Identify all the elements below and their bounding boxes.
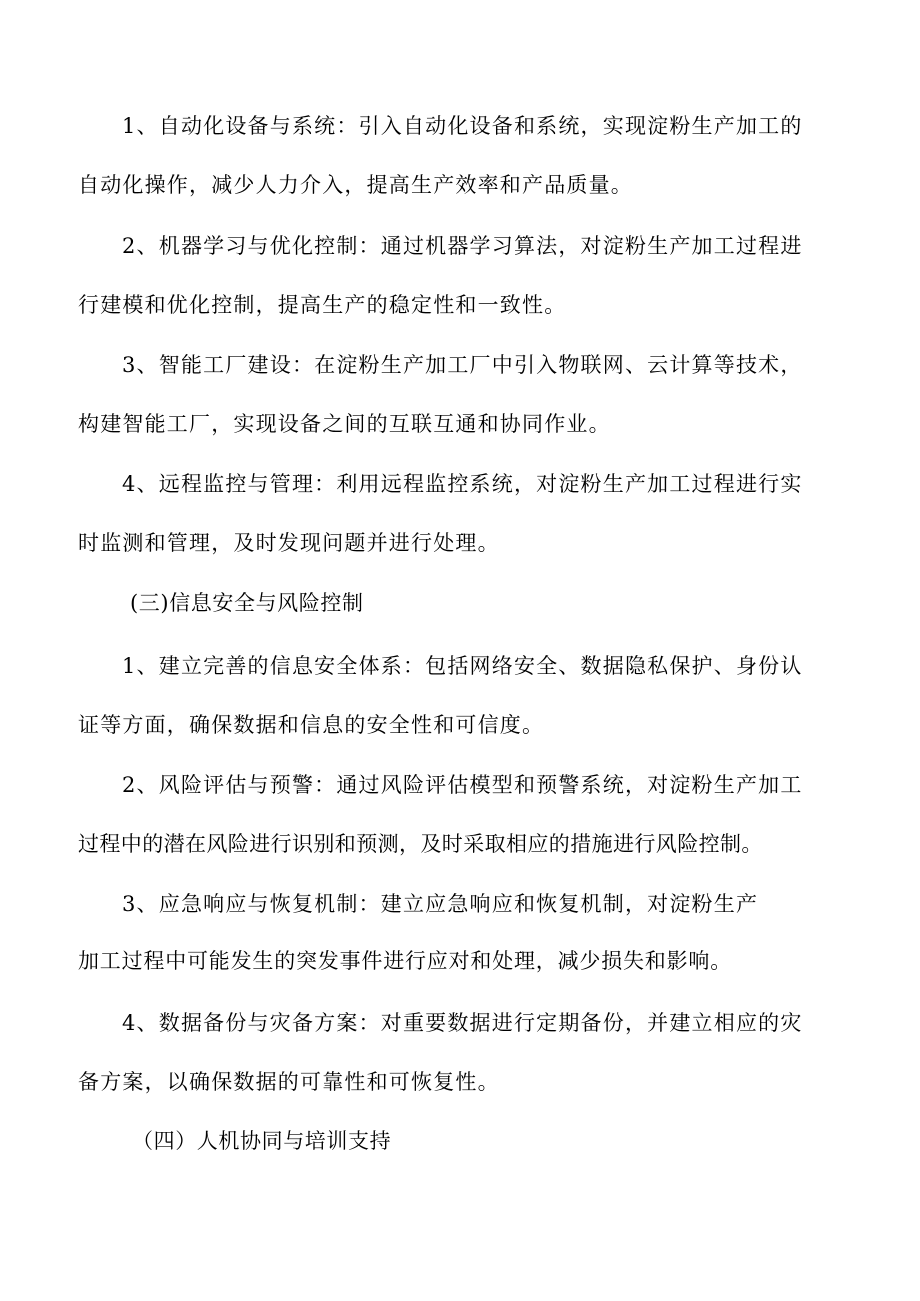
paragraph-1-line-1: 1、自动化设备与系统：引入自动化设备和系统，实现淀粉生产加工的 xyxy=(122,114,803,138)
section-3-item-2-line-1: 2、风险评估与预警：通过风险评估模型和预警系统，对淀粉生产加工 xyxy=(122,773,803,797)
section-3-item-4-line-1: 4、数据备份与灾备方案：对重要数据进行定期备份，并建立相应的灾 xyxy=(122,1011,803,1035)
paragraph-2-line-2: 行建模和优化控制，提高生产的稳定性和一致性。 xyxy=(78,293,567,317)
paragraph-1-line-2: 自动化操作，减少人力介入，提高生产效率和产品质量。 xyxy=(78,173,633,197)
section-3-item-1-line-2: 证等方面，确保数据和信息的安全性和可信度。 xyxy=(78,713,545,737)
paragraph-2-line-1: 2、机器学习与优化控制：通过机器学习算法，对淀粉生产加工过程进 xyxy=(122,234,803,258)
section-3-item-3-line-2: 加工过程中可能发生的突发事件进行应对和处理，减少损失和影响。 xyxy=(78,949,732,973)
paragraph-3-line-2: 构建智能工厂，实现设备之间的互联互通和协同作业。 xyxy=(78,412,611,436)
section-3-item-4-line-2: 备方案，以确保数据的可靠性和可恢复性。 xyxy=(78,1070,500,1094)
paragraph-3-line-1: 3、智能工厂建设：在淀粉生产加工厂中引入物联网、云计算等技术， xyxy=(122,353,803,377)
section-3-item-1-line-1: 1、建立完善的信息安全体系：包括网络安全、数据隐私保护、身份认 xyxy=(122,654,803,678)
paragraph-4-line-1: 4、远程监控与管理：利用远程监控系统，对淀粉生产加工过程进行实 xyxy=(122,472,803,496)
section-4-heading: （四）人机协同与培训支持 xyxy=(132,1129,392,1153)
section-3-item-2-line-2: 过程中的潜在风险进行识别和预测，及时采取相应的措施进行风险控制。 xyxy=(78,832,763,856)
section-3-heading: (三)信息安全与风险控制 xyxy=(130,591,364,615)
section-3-item-3-line-1: 3、应急响应与恢复机制：建立应急响应和恢复机制，对淀粉生产 xyxy=(122,892,759,916)
paragraph-4-line-2: 时监测和管理，及时发现问题并进行处理。 xyxy=(78,531,500,555)
